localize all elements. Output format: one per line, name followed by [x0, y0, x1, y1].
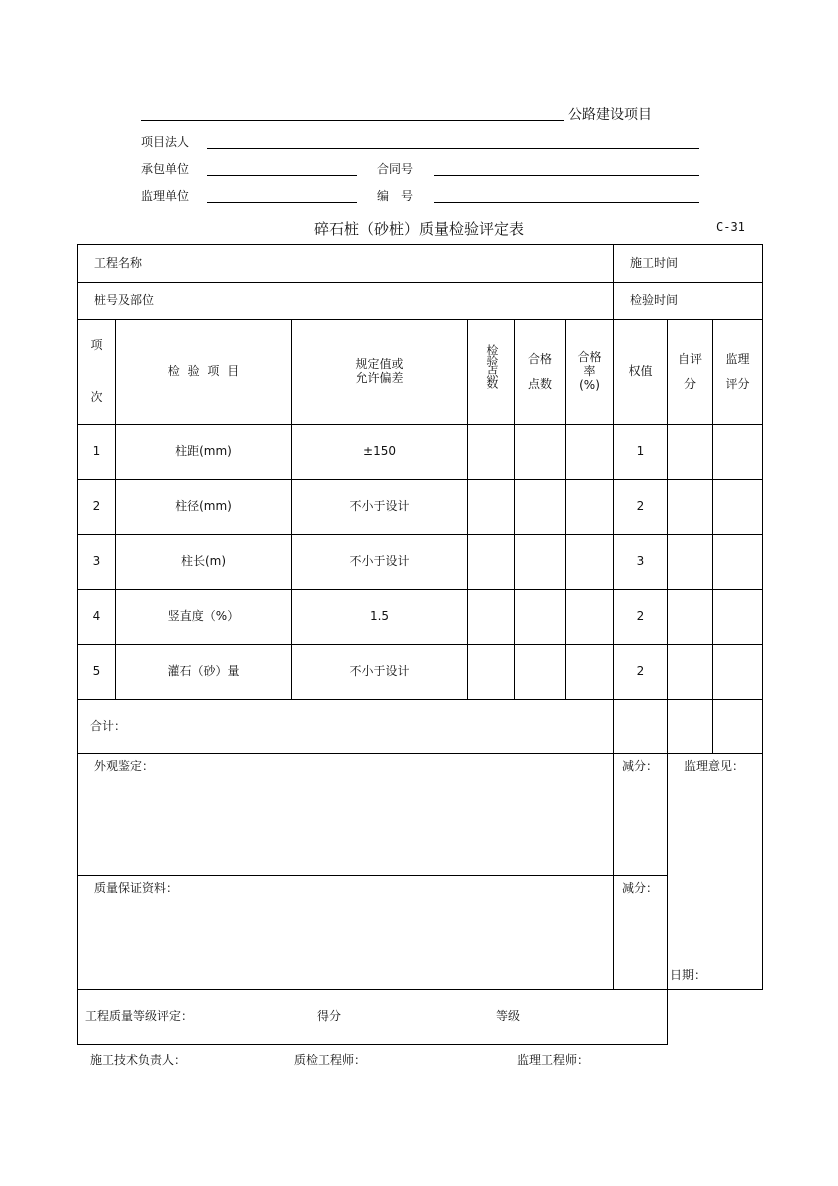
- form-title: 碎石桩（砂桩）质量检验评定表: [314, 220, 525, 238]
- row-empty-cell: [668, 590, 713, 645]
- inspection-time-cell: 检验时间: [614, 283, 763, 320]
- row-item-cell: 柱径(mm): [116, 480, 292, 535]
- contract-no-line: [434, 175, 699, 176]
- row-empty-cell: [668, 425, 713, 480]
- col-points-label: 检验点数: [484, 344, 499, 388]
- col-item-no-2: 次: [90, 390, 103, 405]
- row-empty-cell: [515, 590, 566, 645]
- grade-label: 工程质量等级评定：: [85, 1009, 194, 1024]
- construction-time-cell: 施工时间: [614, 245, 763, 283]
- score-label: 得分: [317, 1009, 342, 1024]
- row-no-cell: 4: [78, 590, 116, 645]
- row-item-cell: 柱距(mm): [116, 425, 292, 480]
- col-item-no-1: 项: [90, 338, 103, 353]
- row-empty-cell: [566, 535, 614, 590]
- row-empty-cell: [468, 645, 515, 700]
- row-item-cell: 竖直度（%）: [116, 590, 292, 645]
- row-spec-cell: 1.5: [292, 590, 468, 645]
- quality-docs-deduct: 减分：: [614, 876, 668, 990]
- appearance-deduct: 减分：: [614, 754, 668, 876]
- row-empty-cell: [713, 645, 763, 700]
- row-weight-cell: 3: [614, 535, 668, 590]
- row-empty-cell: [713, 480, 763, 535]
- serial-no-line: [434, 202, 699, 203]
- col-item-no: [78, 320, 116, 425]
- row-empty-cell: [468, 425, 515, 480]
- row-empty-cell: [515, 480, 566, 535]
- supervising-engineer-label: 监理工程师：: [517, 1053, 590, 1067]
- contract-no-label: 合同号: [377, 162, 414, 176]
- project-suffix: 公路建设项目: [568, 107, 652, 123]
- total-weight: [614, 700, 668, 754]
- serial-no-label: 编 号: [377, 189, 414, 203]
- col-weight: 权值: [614, 320, 668, 425]
- row-item-cell: 柱长(m): [116, 535, 292, 590]
- contractor-label: 承包单位: [141, 162, 190, 176]
- grade-row: [78, 990, 668, 1045]
- project-name-line: [141, 120, 564, 121]
- row-item-cell: 灌石（砂）量: [116, 645, 292, 700]
- qc-engineer-label: 质检工程师：: [294, 1053, 367, 1067]
- row-spec-cell: 不小于设计: [292, 645, 468, 700]
- row-no-cell: 3: [78, 535, 116, 590]
- row-empty-cell: [468, 535, 515, 590]
- row-empty-cell: [668, 535, 713, 590]
- row-empty-cell: [713, 590, 763, 645]
- level-label: 等级: [496, 1009, 521, 1024]
- row-empty-cell: [515, 535, 566, 590]
- row-weight-cell: 2: [614, 645, 668, 700]
- row-empty-cell: [515, 425, 566, 480]
- total-label: 合计：: [78, 700, 614, 754]
- row-no-cell: 1: [78, 425, 116, 480]
- row-no-cell: 5: [78, 645, 116, 700]
- row-empty-cell: [515, 645, 566, 700]
- row-spec-cell: 不小于设计: [292, 535, 468, 590]
- row-no-cell: 2: [78, 480, 116, 535]
- date-label: 日期：: [670, 968, 707, 983]
- col-supervisor-score: 监理 评分: [713, 320, 763, 425]
- row-weight-cell: 2: [614, 590, 668, 645]
- row-empty-cell: [713, 425, 763, 480]
- station-cell: 桩号及部位: [78, 283, 614, 320]
- quality-docs-cell: 质量保证资料：: [78, 876, 614, 990]
- owner-line: [207, 148, 699, 149]
- owner-label: 项目法人: [141, 135, 190, 149]
- supervisor-line: [207, 202, 357, 203]
- row-empty-cell: [668, 645, 713, 700]
- row-empty-cell: [566, 590, 614, 645]
- supervisor-label: 监理单位: [141, 189, 190, 203]
- supervisor-opinion-label: 监理意见：: [684, 759, 745, 773]
- project-name-cell: 工程名称: [78, 245, 614, 283]
- tech-lead-label: 施工技术负责人：: [90, 1053, 187, 1067]
- row-empty-cell: [566, 480, 614, 535]
- row-empty-cell: [468, 480, 515, 535]
- row-empty-cell: [468, 590, 515, 645]
- col-pass-points: 合格 点数: [515, 320, 566, 425]
- row-weight-cell: 1: [614, 425, 668, 480]
- total-self-score: [668, 700, 713, 754]
- col-spec: 规定值或 允许偏差: [292, 320, 468, 425]
- inspection-table: [77, 244, 763, 1045]
- form-code: C-31: [716, 220, 745, 234]
- col-points: [468, 320, 515, 425]
- row-empty-cell: [566, 425, 614, 480]
- row-empty-cell: [668, 480, 713, 535]
- col-self-score: 自评 分: [668, 320, 713, 425]
- col-item: 检 验 项 目: [116, 320, 292, 425]
- contractor-line: [207, 175, 357, 176]
- total-supervisor-score: [713, 700, 763, 754]
- row-spec-cell: 不小于设计: [292, 480, 468, 535]
- row-empty-cell: [713, 535, 763, 590]
- row-spec-cell: ±150: [292, 425, 468, 480]
- appearance-cell: 外观鉴定：: [78, 754, 614, 876]
- supervisor-opinion-cell: [668, 754, 763, 990]
- col-pass-rate: 合格 率 (%): [566, 320, 614, 425]
- row-empty-cell: [566, 645, 614, 700]
- row-weight-cell: 2: [614, 480, 668, 535]
